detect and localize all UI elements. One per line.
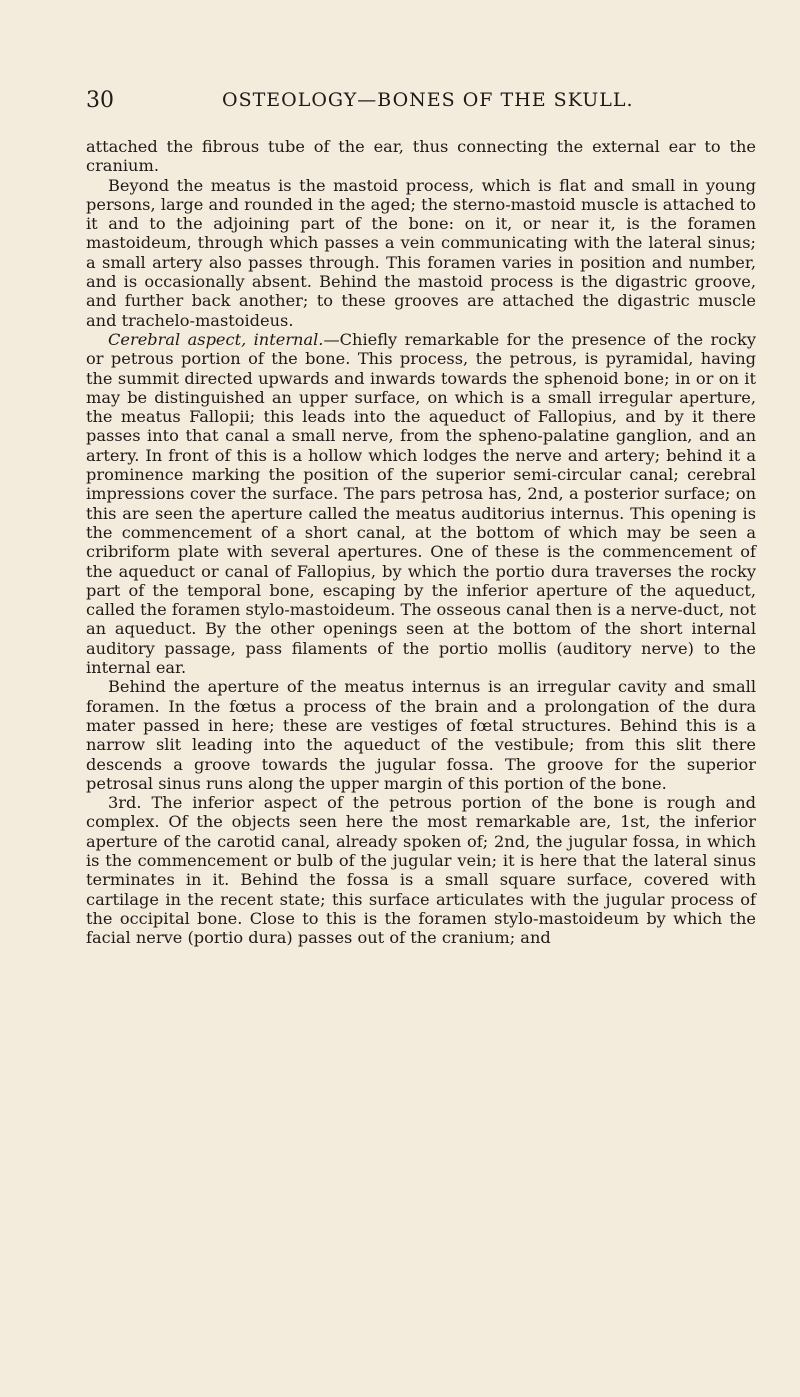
page-number: 30 xyxy=(86,88,114,113)
paragraph xyxy=(86,793,756,947)
paragraph-lead: Cerebral aspect, internal. xyxy=(108,329,324,349)
paragraph xyxy=(86,176,756,330)
paragraph xyxy=(86,137,756,176)
page-header xyxy=(86,88,760,118)
paragraph-text: —Chiefly remarkable for the presence of the rocky or petrous portion of the bone. This process, the petrous, is pyramidal, having the summit directed upwards and inwards towards the sphenoid bone; in or on it may be distinguished an upper surface, on which is a small irregular aperture, the meatus Fallopii; this leads into the aqueduct of Fallopius, and by it there passes into that canal a small nerve, from the spheno-palatine ganglion, and an artery. In front of this is a hollow which lodges the nerve and artery; behind it a prominence marking the position of the superior semi-circular canal; cerebral impressions cover the surface. The pars petrosa has, 2nd, a posterior surface; on this are seen the aperture called the meatus auditorius internus. This opening is the commencement of a short canal, at the bottom of which may be seen a cribriform plate with several apertures. One of these is the commencement of the aqueduct or canal of Fallopius, by which the portio dura traverses the rocky part of the temporal bone, escaping by the inferior aperture of the aqueduct, called the foramen stylo-mastoideum. The osseous canal then is a nerve-duct, not an aqueduct. By the other openings seen at the bottom of the short internal auditory passage, pass filaments of the portio mollis (auditory nerve) to the internal ear. xyxy=(86,329,756,678)
paragraph xyxy=(86,330,756,677)
running-head: OSTEOLOGY—BONES OF THE SKULL. xyxy=(222,89,634,111)
paragraph-text: Beyond the meatus is the mastoid process, which is flat and small in young persons, large and rounded in the aged; the sterno-mastoid muscle is attached to it and to the adjoining part of the bone: on it, or near it, is the foramen mastoideum, through which passes a vein communicating with the lateral sinus; a small artery also passes through. This foramen varies in position and number, and is occasionally absent. Behind the mastoid process is the digastric groove, and further back another; to these grooves are attached the digastric muscle and trachelo-mastoideus. xyxy=(86,175,756,330)
paragraph xyxy=(86,677,756,793)
paragraph-text: 3rd. The inferior aspect of the petrous portion of the bone is rough and complex. Of the objects seen here the most remarkable are, 1st, the inferior aperture of the carotid canal, already spoken of; 2nd, the jugular fossa, in which is the commencement or bulb of the jugular vein; it is here that the lateral sinus terminates in it. Behind the fossa is a small square surface, covered with cartilage in the recent state; this surface articulates with the jugular process of the occipital bone. Close to this is the foramen stylo-mastoideum by which the facial nerve (portio dura) passes out of the cranium; and xyxy=(86,793,756,948)
paragraph-text: Behind the aperture of the meatus internus is an irregular cavity and small foramen. In the fœtus a process of the brain and a prolongation of the dura mater passed in here; these are vestiges of fœtal structures. Behind this is a narrow slit leading into the aqueduct of the vestibule; from this slit there descends a groove towards the jugular fossa. The groove for the superior petrosal sinus runs along the upper margin of this portion of the bone. xyxy=(86,677,756,793)
body-text xyxy=(86,137,756,947)
paragraph-text: attached the fibrous tube of the ear, thus connecting the external ear to the cranium. xyxy=(86,137,756,176)
